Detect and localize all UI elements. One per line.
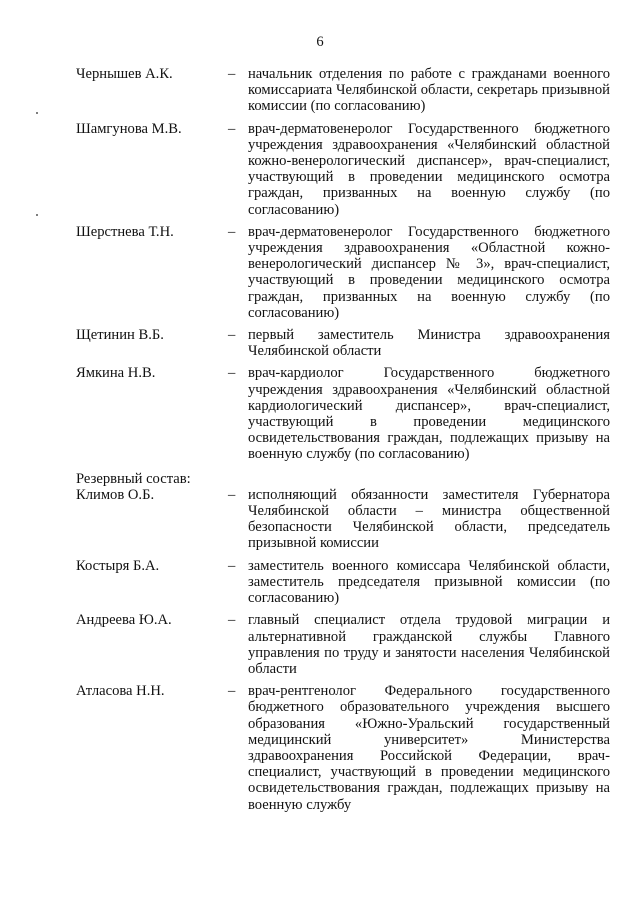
member-position: начальник отделения по работе с гражданами военного комиссариата Челябинской области, секретарь призывной комиссии (по согласованию) xyxy=(248,66,610,115)
member-position: главный специалист отдела трудовой миграции и альтернативной гражданской службы Главного управления по труду и занятости населения Челябинской области xyxy=(248,612,610,677)
member-entry xyxy=(76,612,614,677)
page-number: 6 xyxy=(316,34,324,50)
member-position: врач-дерматовенеролог Государственного бюджетного учреждения здравоохранения «Челябинский областной кожно-венерологический диспансер», врач-специалист, участвующий в проведении медицинского осмотра граждан, призванных на военную службу (по согласованию) xyxy=(248,120,610,218)
member-name: Шерстнева Т.Н. xyxy=(76,223,174,240)
member-name: Климов О.Б. xyxy=(76,486,155,503)
member-position: исполняющий обязанности заместителя Губернатора Челябинской области – министра общественной безопасности Челябинской области, председатель призывной комиссии xyxy=(248,486,610,552)
member-position: врач-рентгенолог Федерального государственного бюджетного образовательного учреждения высшего образования «Южно-Уральский государственный медицинский университет» Министерства здравоохранения Российской Федерации, врач-специалист, участвующий в проведении медицинского освидетельствования граждан, подлежащих призыву на военную службу xyxy=(248,683,610,813)
member-entry xyxy=(76,365,614,462)
commission-member-list xyxy=(76,66,614,813)
dash-separator: – xyxy=(228,66,236,82)
member-name: Ямкина Н.В. xyxy=(76,365,156,382)
member-entry xyxy=(76,558,614,607)
member-entry xyxy=(76,66,614,115)
member-entry xyxy=(76,683,614,813)
scan-speck xyxy=(36,112,38,114)
member-name: Шамгунова М.В. xyxy=(76,120,182,137)
member-name: Атласова Н.Н. xyxy=(76,683,165,700)
reserve-section-heading: Резервный состав: xyxy=(76,470,191,487)
dash-separator: – xyxy=(228,612,236,629)
member-entry xyxy=(76,487,614,552)
member-entry xyxy=(76,121,614,218)
member-name: Костыря Б.А. xyxy=(76,557,160,574)
dash-separator: – xyxy=(228,683,236,700)
member-name: Андреева Ю.А. xyxy=(76,612,172,629)
dash-separator: – xyxy=(228,327,236,344)
scan-speck xyxy=(36,214,38,216)
member-position: врач-кардиолог Государственного бюджетного учреждения здравоохранения «Челябинский областной кардиологический диспансер», врач-специалист, участвующий в проведении медицинского освидетельствования граждан, подлежащих призыву на военную службу (по согласованию) xyxy=(248,365,610,463)
dash-separator: – xyxy=(228,120,236,137)
member-name: Щетинин В.Б. xyxy=(76,327,164,344)
member-position: заместитель военного комиссара Челябинской области, заместитель председателя призывной комиссии (по согласованию) xyxy=(248,557,610,607)
member-entry xyxy=(76,224,614,321)
dash-separator: – xyxy=(228,557,236,574)
member-name: Чернышев А.К. xyxy=(76,66,173,82)
dash-separator: – xyxy=(228,486,236,503)
member-position: врач-дерматовенеролог Государственного бюджетного учреждения здравоохранения «Областной кожно-венерологический диспансер № 3», врач-специалист, участвующий в проведении медицинского осмотра граждан, призванных на военную службу (по согласованию) xyxy=(248,223,610,321)
member-entry xyxy=(76,327,614,359)
dash-separator: – xyxy=(228,365,236,382)
member-position: первый заместитель Министра здравоохранения Челябинской области xyxy=(248,327,610,360)
dash-separator: – xyxy=(228,223,236,240)
